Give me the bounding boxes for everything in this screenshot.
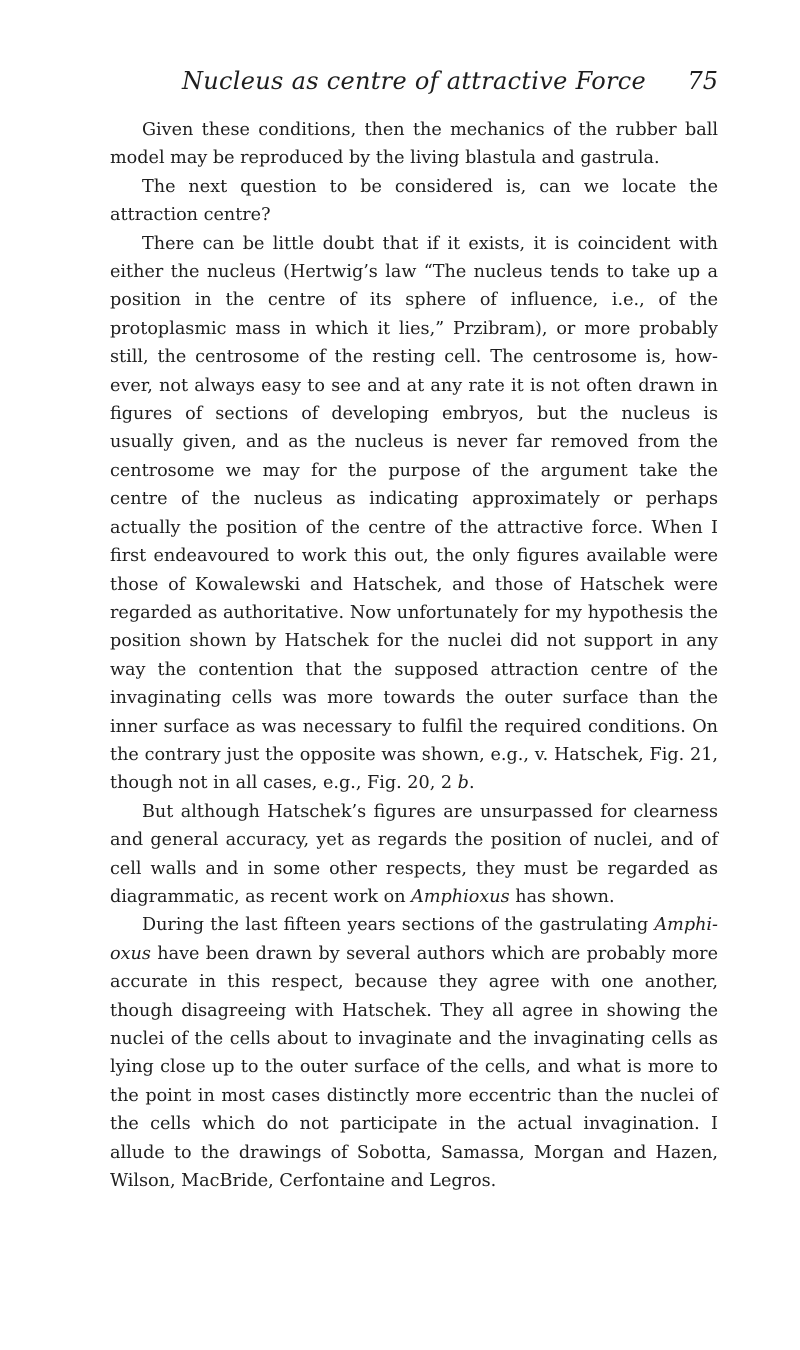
text-segment: . [468,773,475,794]
paragraph-4 [110,798,718,912]
italic-segment: b [457,773,469,794]
running-head: Nucleus as centre of attractive Force [182,67,646,95]
body-text [110,116,718,1195]
paragraph-3 [110,230,718,798]
italic-segment: Amphioxus [110,915,718,964]
text-segment: There can be little doubt that if it exists, it is coincident with either the nucleus (Hertwig’s law “The nucleus tends to take up a position in the centre of its sphere of influence, i.e., of the protoplasmic mass in which it lies,” Przibram), or more probably still, the centrosome of the resting cell. The centrosome is, however, not always easy to see and at any rate it is not often drawn in figures of sections of developing embryos, but the nucleus is usually given, and as the nucleus is never far removed from the centrosome we may for the purpose of the argument take the centre of the nucleus as indicating approximately or perhaps actually the position of the centre of the attractive force. When I first endeavoured to work this out, the only figures available were those of Kowalewski and Hatschek, and those of Hatschek were regarded as authoritative. Now unfortunately for my hypothesis the position shown by Hatschek for the nuclei did not support in any way the contention that the supposed attraction centre of the invaginating cells was more towards the outer surface than the inner surface as was necessary to fulfil the required conditions. On the contrary just the opposite was shown, e.g., v. Hatschek, Fig. 21, though not in all cases, e.g., Fig. 20, 2 [110,233,718,794]
text-segment: During the last fifteen years sections of the gastrulating [142,915,655,936]
text-segment: have been drawn by several authors which are probably more accurate in this respect, because they agree with one another, though disagreeing with Hatschek. They all agree in showing the nuclei of the cells about to invaginate and the invaginating cells as lying close up to the outer surface of the cells, and what is more to the point in most cases distinctly more eccentric than the nuclei of the cells which do not participate in the actual invagination. I allude to the drawings of Sobotta, Samassa, Morgan and Hazen, Wilson, MacBride, Cerfontaine and Legros. [110,943,718,1192]
page-header [110,66,718,102]
page-number: 75 [687,67,718,95]
text-segment: The next question to be considered is, can we locate the attraction centre? [110,176,718,226]
text-segment: Given these conditions, then the mechanics of the rubber ball model may be reproduced by the living blastula and gastrula. [110,120,718,169]
text-segment: But although Hatschek’s figures are unsurpassed for clearness and general accuracy, yet as regards the position of nuclei, and of cell walls and in some other respects, they must be regarded as diagrammatic, as recent work on [110,801,718,907]
paragraph-2 [110,173,718,230]
text-segment: has shown. [509,886,615,907]
paragraph-1 [110,116,718,173]
paragraph-5 [110,911,718,1195]
italic-segment: Amphioxus [411,886,510,907]
